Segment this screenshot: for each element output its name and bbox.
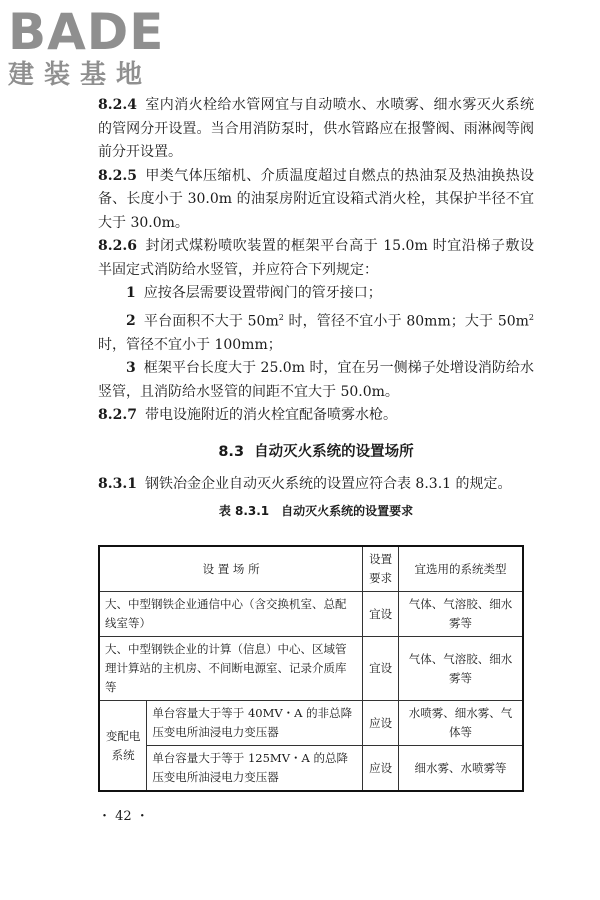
- cell-place: 大、中型钢铁企业的计算（信息）中心、区域管理计算站的主机房、不间断电源室、记录介质库等: [99, 637, 363, 701]
- cell-system-type: 水喷雾、细水雾、气体等: [399, 701, 523, 746]
- clause-8-2-5: [98, 165, 534, 236]
- section-number: 8.3: [218, 443, 245, 460]
- cell-requirement: 应设: [363, 746, 399, 792]
- table-header-row: [99, 546, 523, 592]
- item-sup-b: 2: [528, 312, 534, 322]
- table-row: [99, 592, 523, 637]
- item-number: 2: [126, 313, 136, 330]
- cell-requirement: 宜设: [363, 592, 399, 637]
- cell-requirement: 应设: [363, 701, 399, 746]
- page-number: ・ 42 ・: [98, 809, 149, 824]
- clause-text: 钢铁冶金企业自动灭火系统的设置应符合表 8.3.1 的规定。: [144, 475, 512, 492]
- item-text-b: 时，管径不宜小于 80mm；大于 50m: [283, 313, 529, 330]
- cell-system-type: 细水雾、水喷雾等: [399, 746, 523, 792]
- item-text-c: 时，管径不宜小于 100mm；: [98, 336, 282, 353]
- table-row: [99, 637, 523, 701]
- cell-system-type: 气体、气溶胶、细水雾等: [399, 592, 523, 637]
- logo-main-text: BADE: [8, 3, 165, 61]
- clause-8-2-4: [98, 94, 534, 165]
- clause-text: 带电设施附近的消火栓宜配备喷雾水枪。: [144, 407, 397, 424]
- clause-8-2-7: [98, 404, 534, 428]
- item-text: 应按各层需要设置带阀门的管牙接口；: [143, 285, 382, 301]
- item-text: 框架平台长度大于 25.0m 时，宜在另一侧梯子处增设消防给水竖管，且消防给水竖管的间距不宜大于 50.0m。: [98, 360, 534, 400]
- cell-group-label: 变配电系统: [99, 701, 147, 792]
- item-number: 1: [126, 285, 136, 301]
- cell-system-type: 气体、气溶胶、细水雾等: [399, 637, 523, 701]
- settings-table: [98, 545, 524, 792]
- item-text-a: 平台面积不大于 50m: [143, 313, 279, 330]
- table-caption: 表 8.3.1 自动灭火系统的设置要求: [218, 504, 414, 519]
- header-system-type: 宜选用的系统类型: [399, 546, 523, 592]
- clause-8-2-6: [98, 235, 534, 282]
- clause-number: 8.2.4: [98, 97, 137, 113]
- clause-number: 8.2.6: [98, 238, 137, 254]
- cell-requirement: 宜设: [363, 637, 399, 701]
- clause-text: 封闭式煤粉喷吹装置的框架平台高于 15.0m 时宜沿梯子敷设半固定式消防给水竖管，并应符合下列规定：: [98, 238, 534, 278]
- list-item-3: [98, 357, 534, 404]
- header-requirement: 设置要求: [363, 546, 399, 592]
- clause-number: 8.2.7: [98, 407, 137, 424]
- table-row: [99, 701, 523, 746]
- clause-8-3-1: [98, 473, 534, 497]
- table-row: [99, 746, 523, 792]
- clause-number: 8.2.5: [98, 167, 137, 184]
- item-number: 3: [126, 360, 136, 377]
- logo-sub-text: 建装基地: [8, 60, 153, 90]
- item-sup-a: 2: [278, 312, 284, 322]
- clause-number: 8.3.1: [98, 475, 137, 492]
- document-body: [98, 94, 534, 525]
- bade-logo: [6, 4, 186, 94]
- cell-place: 大、中型钢铁企业通信中心（含交换机室、总配线室等）: [99, 592, 363, 637]
- clause-text: 甲类气体压缩机、介质温度超过自燃点的热油泵及热油换热设备、长度小于 30.0m 的油泵房附近宜设箱式消火栓，其保护半径不宜大于 30.0m。: [98, 167, 534, 231]
- list-item-1: [98, 282, 534, 306]
- clause-text: 室内消火栓给水管网宜与自动喷水、水喷雾、细水雾灭火系统的管网分开设置。当合用消防泵时，供水管路应在报警阀、雨淋阀等阀前分开设置。: [98, 97, 534, 160]
- cell-place: 单台容量大于等于 40MV・A 的非总降压变电所油浸电力变压器: [147, 701, 363, 746]
- list-item-2: [98, 306, 534, 358]
- cell-place: 单台容量大于等于 125MV・A 的总降压变电所油浸电力变压器: [147, 746, 363, 792]
- section-heading: [98, 440, 534, 461]
- header-place: 设 置 场 所: [99, 546, 363, 592]
- section-title-text: 自动灭火系统的设置场所: [254, 443, 414, 460]
